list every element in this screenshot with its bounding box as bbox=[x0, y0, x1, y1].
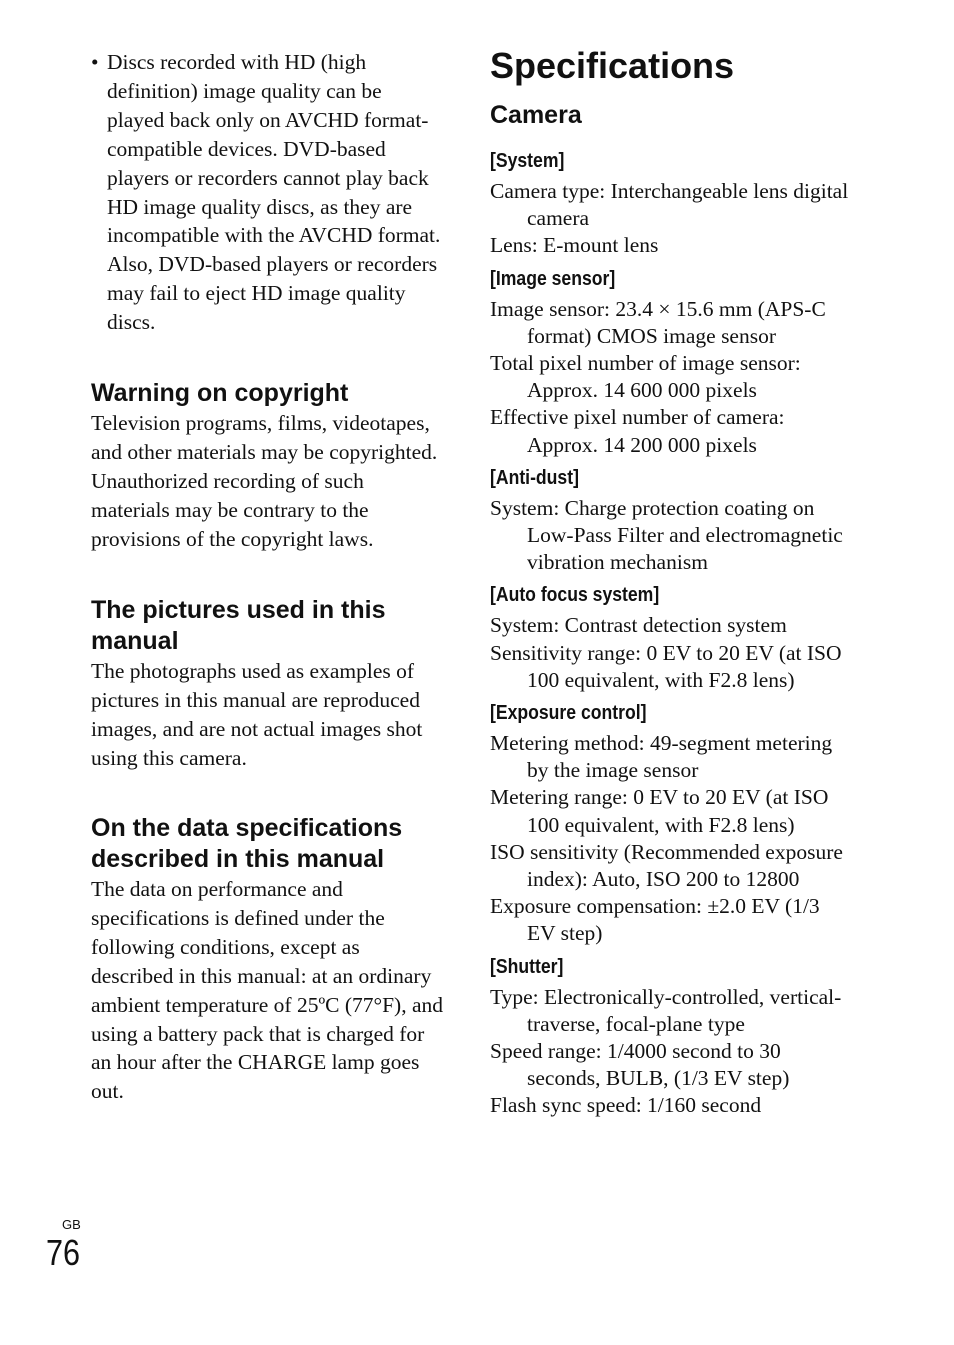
spec-item: Type: Electronically-controlled, vertical-traverse, focal-plane type bbox=[490, 984, 842, 1036]
section-data-specifications bbox=[91, 813, 443, 1106]
spec-heading: [System] bbox=[490, 150, 565, 172]
spec-item: Exposure compensation: ±2.0 EV (1/3 EV step) bbox=[490, 894, 820, 946]
spec-item: ISO sensitivity (Recommended exposure index): Auto, ISO 200 to 12800 bbox=[490, 839, 843, 892]
section-heading: Warning on copyright bbox=[91, 379, 349, 407]
section-pictures-used bbox=[91, 595, 443, 773]
page-title: Specifications bbox=[490, 45, 735, 86]
spec-item: Total pixel number of image sensor: Approx. 14 600 000 pixels bbox=[490, 351, 801, 403]
spec-list bbox=[490, 142, 850, 1120]
spec-item: Effective pixel number of camera: Approx. 14 200 000 pixels bbox=[490, 405, 785, 457]
page-footer bbox=[46, 1217, 86, 1273]
section-heading: The pictures used in this manual bbox=[91, 596, 386, 655]
section-warning-copyright bbox=[91, 378, 443, 554]
spec-group-system bbox=[490, 148, 850, 260]
spec-heading: [Shutter] bbox=[490, 955, 564, 978]
spec-item: Metering range: 0 EV to 20 EV (at ISO 100 equivalent, with F2.8 lens) bbox=[490, 785, 829, 837]
spec-item: Sensitivity range: 0 EV to 20 EV (at ISO 100 equivalent, with F2.8 lens) bbox=[490, 640, 842, 692]
page-number: 76 bbox=[46, 1232, 81, 1273]
spec-item: System: Contrast detection system bbox=[490, 613, 787, 638]
spec-group-auto-focus bbox=[490, 582, 850, 694]
hd-disc-note-text: Discs recorded with HD (high definition) image quality can be played back only on AVCHD format-compatible devices. DVD-based players or recorders cannot play back HD image quality discs, as they are incompatible with the AVCHD format. Also, DVD-based players or recorders may fail to eject HD image quality discs. bbox=[107, 50, 441, 335]
spec-item: Speed range: 1/4000 second to 30 seconds, BULB, (1/3 EV step) bbox=[490, 1039, 790, 1091]
spec-item: Camera type: Interchangeable lens digital camera bbox=[490, 179, 849, 231]
spec-item: Lens: E-mount lens bbox=[490, 233, 659, 258]
section-body: Television programs, films, videotapes, and other materials may be copyrighted. Unauthorized recording of such materials may be contrary to the provisions of the copyright laws. bbox=[91, 411, 438, 551]
bullet-mark: • bbox=[91, 50, 99, 74]
spec-heading: [Exposure control] bbox=[490, 702, 647, 725]
spec-heading: [Auto focus system] bbox=[490, 584, 660, 607]
spec-group-exposure-control bbox=[490, 700, 850, 948]
region-code: GB bbox=[62, 1217, 81, 1232]
spec-item: Metering method: 49-segment metering by the image sensor bbox=[490, 731, 833, 783]
hd-disc-note bbox=[91, 48, 443, 337]
section-heading: On the data specifications described in this manual bbox=[91, 814, 403, 873]
spec-item: System: Charge protection coating on Low-Pass Filter and electromagnetic vibration mechanism bbox=[490, 495, 843, 575]
camera-subtitle: Camera bbox=[490, 101, 582, 129]
spec-group-image-sensor bbox=[490, 266, 850, 459]
spec-group-anti-dust bbox=[490, 465, 850, 577]
spec-item: Image sensor: 23.4 × 15.6 mm (APS-C format) CMOS image sensor bbox=[490, 296, 826, 348]
spec-group-shutter bbox=[490, 954, 850, 1120]
spec-heading: [Anti-dust] bbox=[490, 466, 579, 489]
section-body: The photographs used as examples of pictures in this manual are reproduced images, and are not actual images shot using this camera. bbox=[91, 659, 423, 770]
section-body: The data on performance and specifications is defined under the following conditions, except as described in this manual: at an ordinary ambient temperature of 25ºC (77°F), and using a battery pack that is charged for an hour after the CHARGE lamp goes out. bbox=[91, 877, 443, 1104]
spec-heading: [Image sensor] bbox=[490, 267, 616, 290]
spec-item: Flash sync speed: 1/160 second bbox=[490, 1093, 762, 1118]
